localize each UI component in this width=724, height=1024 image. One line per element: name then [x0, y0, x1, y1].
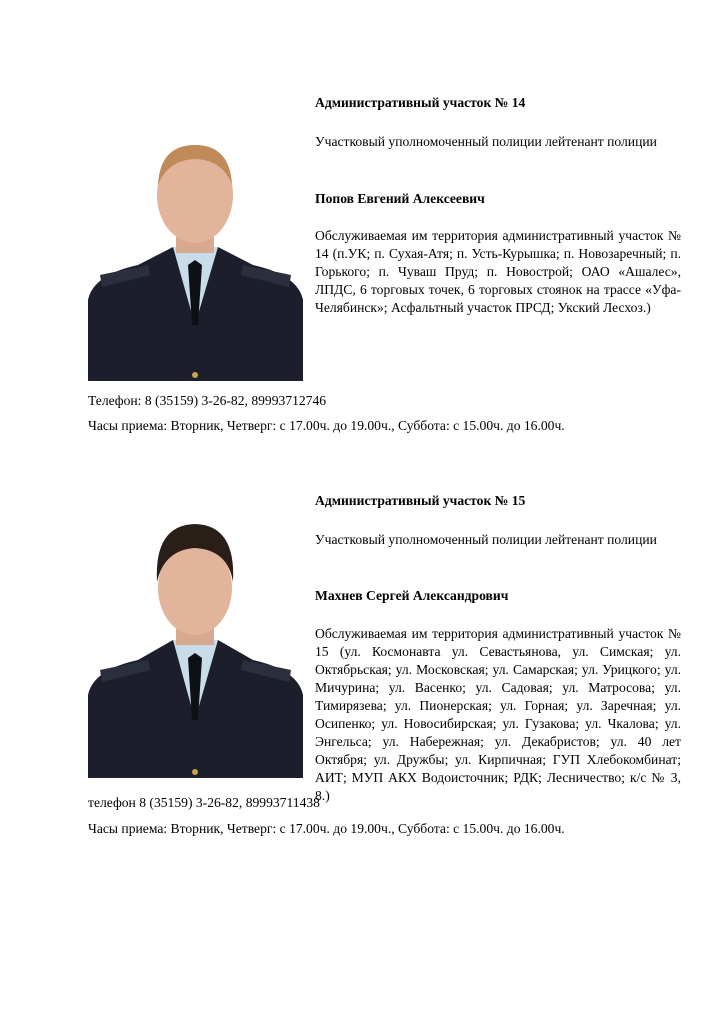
officer-phone: Телефон: 8 (35159) 3-26-82, 89993712746	[88, 393, 327, 408]
section-heading: Административный участок № 14	[315, 95, 526, 110]
officer-photo	[88, 520, 303, 778]
reception-hours: Часы приема: Вторник, Четверг: с 17.00ч. до 19.00ч., Суббота: с 15.00ч. до 16.00ч.	[88, 418, 565, 433]
officer-position: Участковый уполномоченный полиции лейтенант полиции	[315, 134, 657, 149]
officer-phone: телефон 8 (35159) 3-26-82, 89993711438	[88, 795, 320, 810]
officer-position: Участковый уполномоченный полиции лейтенант полиции	[315, 532, 657, 547]
officer-name: Попов Евгений Алексеевич	[315, 191, 485, 206]
section-heading: Административный участок № 15	[315, 493, 526, 508]
reception-hours: Часы приема: Вторник, Четверг: с 17.00ч. до 19.00ч., Суббота: с 15.00ч. до 16.00ч.	[88, 821, 565, 836]
officer-photo	[88, 125, 303, 381]
officer-territory: Обслуживаемая им территория административный участок № 14 (п.УК; п. Сухая-Атя; п. Усть-Курышка; п. Новозаречный; п. Горького; п. Чуваш Пруд; п. Новострой; ОАО «Ашалес», ЛПДС, 6 торговых точек, 6 торговых стоянок на трассе «Уфа-Челябинск»; Асфальтный участок ПРСД; Укский Лесхоз.)	[315, 228, 681, 315]
officer-territory: Обслуживаемая им территория административный участок № 15 (ул. Космонавта ул. Севастьянова, ул. Симская; ул. Октябрьская; ул. Московская; ул. Самарская; ул. Урицкого; ул. Мичурина; ул. Васенко; ул. Садовая; ул. Матросова; ул. Тимирязева; ул. Пионерская; ул. Горная; ул. Заречная; ул. Осипенко; ул. Новосибирская; ул. Гузакова; ул. Чкалова; ул. Энгельса; ул. Набережная; ул. Декабристов; ул. 40 лет Октября; ул. Дружбы; ул. Кирпичная; ГУП Хлебокомбинат; АИТ; МУП АКХ Водоисточник; РДК; Лесничество; к/с № 3, 8.)	[315, 626, 681, 803]
officer-name: Махнев Сергей Александрович	[315, 588, 509, 603]
